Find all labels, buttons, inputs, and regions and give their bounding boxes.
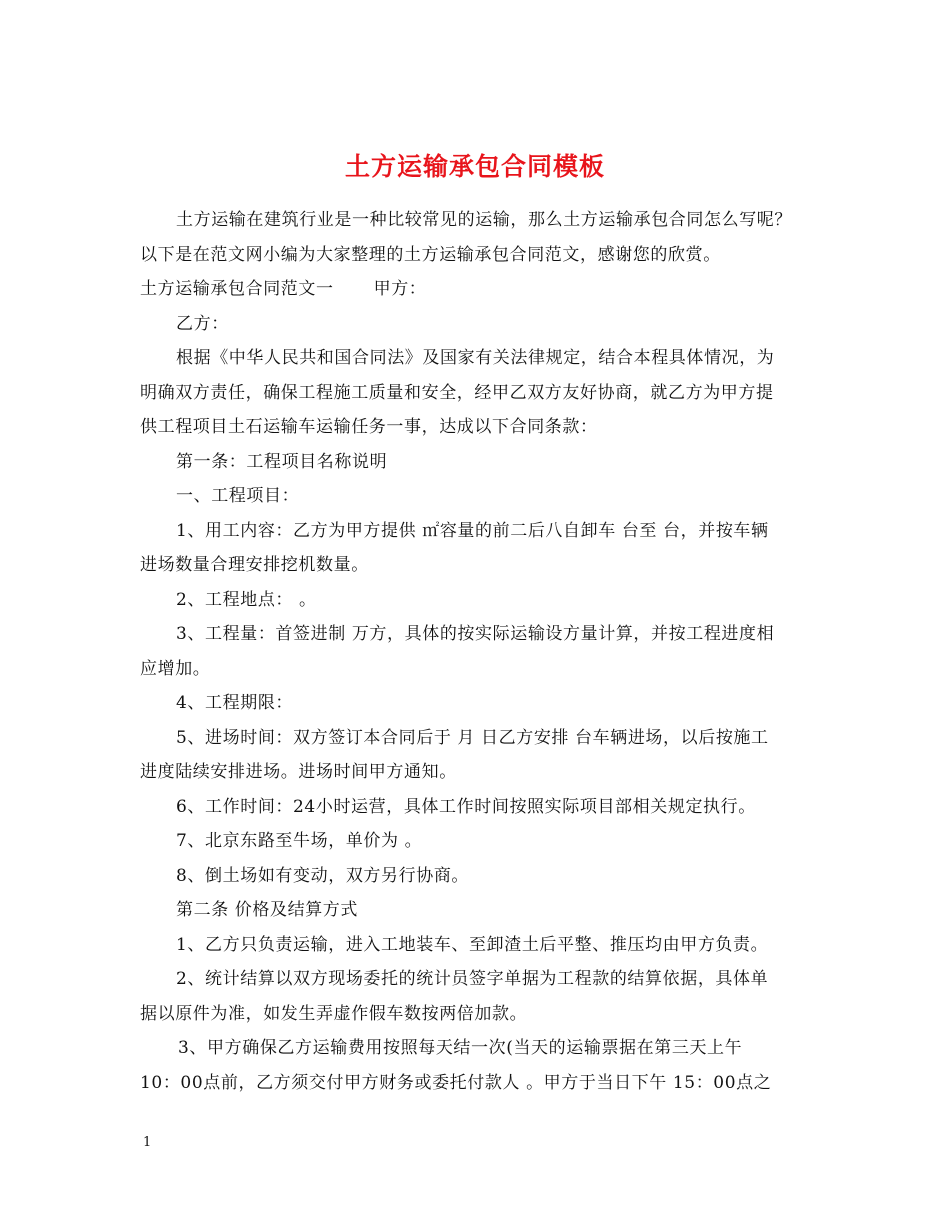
paragraph-line: 2、统计结算以双方现场委托的统计员签字单据为工程款的结算依据，具体单 xyxy=(176,969,769,989)
paragraph-line: 2、工程地点： 。 xyxy=(176,589,317,610)
paragraph-line xyxy=(140,272,840,307)
document-body xyxy=(140,203,840,1100)
paragraph-line: 根据《中华人民共和国合同法》及国家有关法律规定，结合本程具体情况，为 xyxy=(176,348,775,368)
paragraph-line: 6、工作时间：24小时运营，具体工作时间按照实际项目部相关规定执行。 xyxy=(176,796,756,817)
paragraph-line: 据以原件为准，如发生弄虚作假车数按两倍加款。 xyxy=(140,1003,528,1024)
party-a-label: 甲方： xyxy=(373,279,427,299)
party-b-label: 乙方： xyxy=(176,313,229,334)
paragraph-line: 明确双方责任，确保工程施工质量和安全，经甲乙双方友好协商，就乙方为甲方提 xyxy=(140,382,774,403)
paragraph-line: 10：00点前，乙方须交付甲方财务或委托付款人 。甲方于当日下午 15：00点之 xyxy=(140,1072,772,1093)
paragraph-line: 进度陆续安排进场。进场时间甲方通知。 xyxy=(140,762,457,782)
paragraph-line: 7、北京东路至牛场，单价为 。 xyxy=(176,831,423,851)
document-title: 土方运输承包合同模板 xyxy=(344,151,605,181)
paragraph-line: 8、倒土场如有变动，双方另行协商。 xyxy=(176,865,470,886)
paragraph-line: 1、用工内容：乙方为甲方提供 ㎡容量的前二后八自卸车 台至 台，并按车辆 xyxy=(176,520,769,541)
article-heading: 第一条：工程项目名称说明 xyxy=(176,451,388,472)
article-heading: 第二条 价格及结算方式 xyxy=(176,900,359,920)
section-heading: 土方运输承包合同范文一 xyxy=(140,279,334,299)
paragraph-line: 1、乙方只负责运输，进入工地装车、至卸渣土后平整、推压均由甲方负责。 xyxy=(176,934,769,955)
paragraph-line: 3、甲方确保乙方运输费用按照每天结一次(当天的运输票据在第三天上午 xyxy=(178,1038,743,1058)
paragraph-line: 供工程项目土石运输车运输任务一事，达成以下合同条款： xyxy=(140,417,598,437)
paragraph-line: 进场数量合理安排挖机数量。 xyxy=(140,555,369,575)
paragraph-line: 3、工程量：首签进制 万方，具体的按实际运输设方量计算，并按工程进度相 xyxy=(176,624,775,644)
paragraph-line: 以下是在范文网小编为大家整理的土方运输承包合同范文，感谢您的欣赏。 xyxy=(140,244,721,265)
paragraph-line: 土方运输在建筑行业是一种比较常见的运输，那么土方运输承包合同怎么写呢？ xyxy=(176,210,792,230)
paragraph-line: 应增加。 xyxy=(140,658,211,679)
subsection-heading: 一、工程项目： xyxy=(176,486,300,506)
paragraph-line: 4、工程期限： xyxy=(176,693,294,713)
page-number: 1 xyxy=(143,1135,152,1150)
paragraph-line: 5、进场时间：双方签订本合同后于 月 日乙方安排 台车辆进场，以后按施工 xyxy=(176,727,769,748)
